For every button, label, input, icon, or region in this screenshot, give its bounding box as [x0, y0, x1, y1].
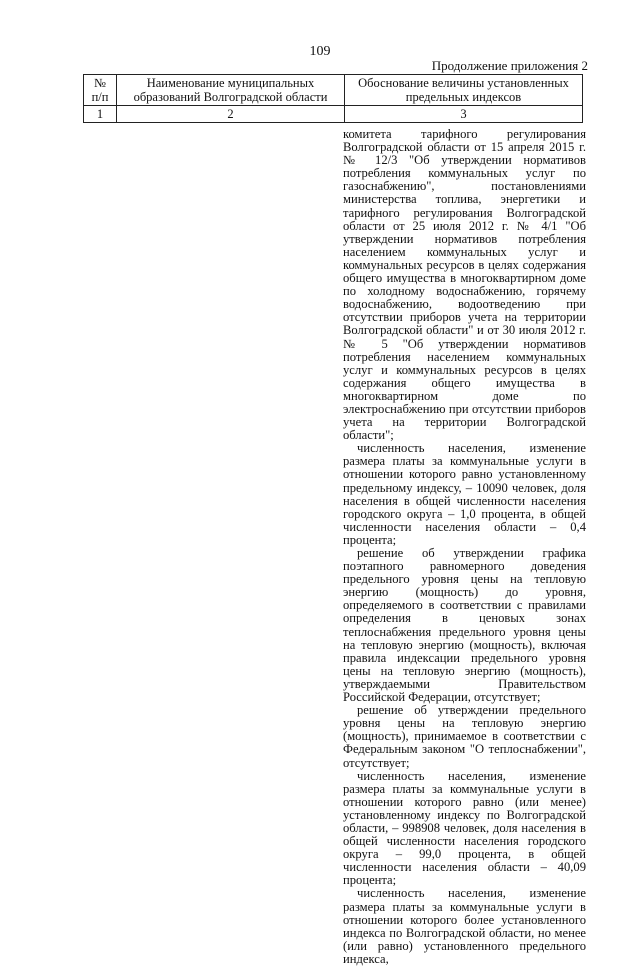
paragraph-schedule-decision: решение об утверждении графика поэтапного равномерного доведения предельного уровня цены на тепловую энергию (мощность) до уровня, определяемого в соответствии с правилами определения в ценовых зонах теплоснабжения предельного уровня цены на тепловую энергию (мощность), включая правила индексации предельного уровня цены на тепловую энергию (мощность), утверждаемыми Правительством Российской Федерации, отсутствует; — [343, 546, 586, 705]
justification-text — [343, 128, 586, 966]
header-col-name-line2: образований Волгоградской области — [133, 90, 328, 104]
column-number-2: 2 — [117, 106, 345, 123]
column-number-3: 3 — [345, 106, 583, 123]
paragraph-price-decision: решение об утверждении предельного уровня цены на тепловую энергию (мощность), принимаемое в соответствии с Федеральным законом "О теплоснабжении", отсутствует; — [343, 703, 586, 770]
column-number-row — [84, 106, 583, 123]
header-col-name-line1: Наименование муниципальных — [146, 76, 315, 90]
header-col-number-line2: п/п — [91, 90, 109, 104]
header-col-number-line1: № — [94, 76, 106, 90]
paragraph-population-less: численность населения, изменение размера платы за коммунальные услуги в отношении которого равно (или менее) установленному индексу по Волгоградской области, – 998908 человек, доля населения в общей численности населения городского округа – 99,0 процента, в общей численности населения области – 40,09 процента; — [343, 768, 586, 888]
header-table — [83, 74, 583, 123]
paragraph-population-equal: численность населения, изменение размера платы за коммунальные услуги в отношении которого равно установленному предельному индексу, – 10090 человек, доля населения в общей численности населения городского округа – 1,0 процента, в общей численности населения области – 0,4 процента; — [343, 441, 586, 547]
header-col-name — [117, 75, 345, 106]
header-col-justification — [345, 75, 583, 106]
paragraph-continuation: комитета тарифного регулирования Волгоградской области от 15 апреля 2015 г. № 12/3 "Об утверждении нормативов потребления коммунальных услуг по газоснабжению", постановлениями министерства топлива, энергетики и тарифного регулирования Волгоградской области от 25 июля 2012 г. № 4/1 "Об утверждении нормативов потребления населением коммунальных услуг и коммунальных ресурсов в целях содержания общего имущества в многоквартирном доме по холодному водоснабжению, горячему водоснабжению, водоотведению при отсутствии приборов учета на территории Волгоградской области" и от 30 июля 2012 г. № 5 "Об утверждении нормативов потребления населением коммунальных услуг и коммунальных ресурсов в целях содержания общего имущества в многоквартирном доме по электроснабжению при отсутствии приборов учета на территории Волгоградской области"; — [343, 127, 586, 443]
header-col-justification-line2: предельных индексов — [405, 90, 522, 104]
paragraph-population-more: численность населения, изменение размера платы за коммунальные услуги в отношении которого более установленного индекса по Волгоградской области, но менее (или равно) установленного предельного индекса, — [343, 886, 586, 966]
header-row — [84, 75, 583, 106]
page-number: 109 — [309, 44, 331, 59]
column-number-1: 1 — [84, 106, 117, 123]
header-col-number — [84, 75, 117, 106]
header-col-justification-line1: Обоснование величины установленных — [358, 76, 569, 90]
appendix-note: Продолжение приложения 2 — [431, 58, 588, 73]
